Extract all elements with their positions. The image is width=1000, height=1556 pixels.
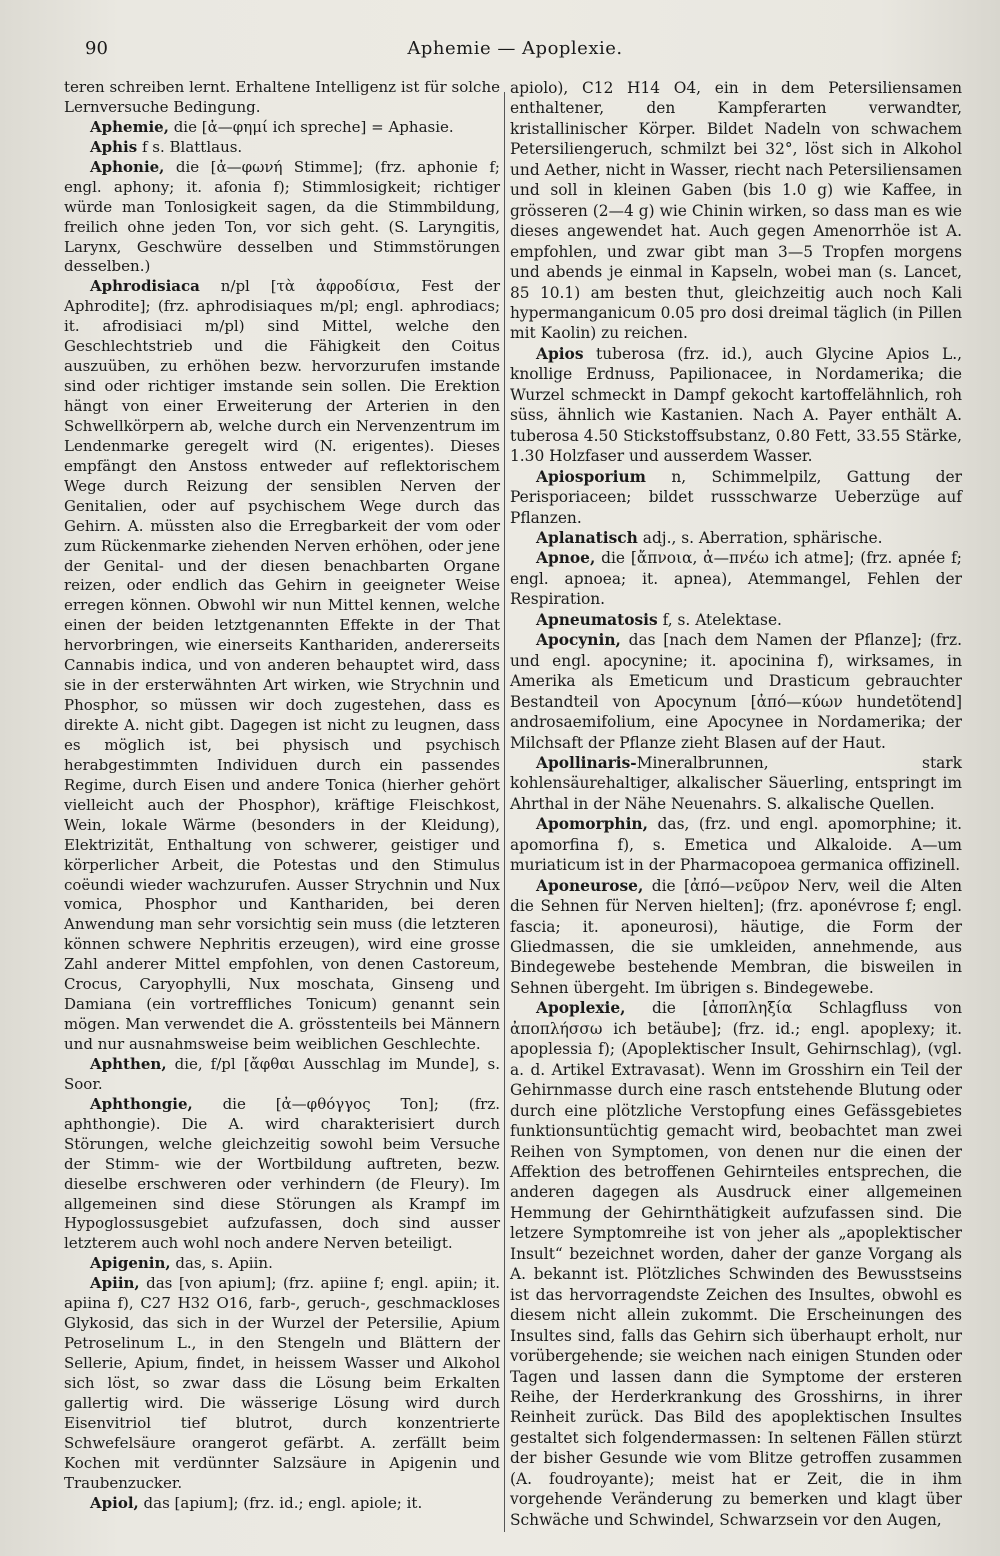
dictionary-entry [64,1274,500,1493]
entry-text: das, s. Apiin. [170,1254,273,1273]
continued-text [510,78,962,344]
dictionary-entry [510,528,962,548]
entry-text: die [ἄπνοια, ἀ—πνέω ich atme]; (frz. apnée f; engl. apnoea; it. apnea), Atemmangel, Fehlen der Respiration. [510,549,962,609]
entry-headword: Apiol, [90,1493,139,1512]
entry-text: die [ἀ—φθόγγος Ton]; (frz. aphthongie). Die A. wird charakterisiert durch Störungen, welche gleichzeitig sowohl beim Versuche der Stimm- wie der Wortbildung auftreten, bezw. dieselbe erschweren oder verhindern (de Fleury). Im allgemeinen sind diese Störungen als Krampf im Hypoglossusgebiet aufzufassen, doch sind ausser letzterem auch wohl noch andere Nerven beteiligt. [64,1094,500,1253]
dictionary-entry [510,998,962,1530]
entry-headword: Apigenin, [90,1254,171,1273]
page-header [85,38,945,68]
entry-text: die, f/pl [ἄφθαι Ausschlag im Munde], s. Soor. [64,1054,500,1093]
dictionary-entry [510,467,962,528]
entry-text: f, s. Atelektase. [657,610,782,629]
entry-headword: Apiin, [90,1274,140,1293]
dictionary-entry [64,118,500,138]
running-title: Aphemie — Apoplexie. [407,38,623,59]
dictionary-entry [64,138,500,158]
entry-headword: Aphthongie, [90,1094,193,1113]
dictionary-entry [510,548,962,609]
entry-headword: Apnoe, [536,549,596,568]
entry-text: das [nach dem Namen der Pflanze]; (frz. und engl. apocynine; it. apocinina f), wirksames, in Amerika als Emeticum und Drasticum gebrauchter Bestandteil von Apocynum [ἀπό—κύων hundetötend] androsaemifolium, eine Apocynee in Nordamerika; der Milchsaft der Pflanze zieht Blasen auf der Haut. [510,631,962,752]
entry-text: das [apium]; (frz. id.; engl. apiole; it. [138,1493,423,1512]
dictionary-entry [510,876,962,999]
dictionary-entry [64,1494,500,1514]
dictionary-entry [510,814,962,875]
entry-headword: Aphis [90,137,138,156]
entry-text: das, (frz. und engl. apomorphine; it. apomorfina f), s. Emetica und Alkaloide. A—um muriaticum ist in der Pharmacopoea germanica offizinell. [510,815,962,875]
entry-headword: Apomorphin, [536,815,648,834]
page-number: 90 [85,38,108,59]
entry-text: tuberosa (frz. id.), auch Glycine Apios L., knollige Erdnuss, Papilionacee, in Nordamerika; die Wurzel schmeckt in Dampf gekocht kartoffelähnlich, roh süss, ähnlich wie Kastanien. Nach A. Payer enthält A. tuberosa 4.50 Stickstoffsubstanz, 0.80 Fett, 33.55 Stärke, 1.30 Holzfaser und ausserdem Wasser. [510,344,962,466]
entry-text: f s. Blattlaus. [137,137,243,156]
entry-text: die [ἀ—φημί ich spreche] = Aphasie. [168,117,454,136]
entry-headword: Aphonie, [90,157,165,176]
entry-headword: Aphthen, [90,1054,167,1073]
dictionary-entry [64,158,500,278]
left-column [64,78,500,1514]
dictionary-entry [510,630,962,753]
entry-text: teren schreiben lernt. Erhaltene Intelligenz ist für solche Lernversuche Bedingung. [64,78,500,116]
entry-text: n/pl [τὰ ἀφροδίσια, Fest der Aphrodite]; (frz. aphrodisiaques m/pl; engl. aphrodiacs; it. afrodisiaci m/pl) sind Mittel, welche den Geschlechtstrieb und die Fähigkeit den Coitus auszuüben, zu erhöhen bezw. hervorzurufen imstande sind oder richtiger imstande sein sollen. Die Erektion hängt von einer Erweiterung der Arterien in den Schwellkörpern ab, welche durch ein Nervenzentrum im Lendenmarke geregelt wird (N. erigentes). Dieses empfängt den Anstoss entweder auf reflektorischem Wege durch Reizung der sensiblen Nerven der Genitalien, oder auf psychischem Wege durch das Gehirn. A. müssten also die Erregbarkeit der vom oder zum Rückenmarke ziehenden Nerven erhöhen, oder jene der Genital- und der diesen benachbarten Organe reizen, oder endlich das Gehirn in geeigneter Weise erregen können. Obwohl wir nun Mittel kennen, welche einen der beiden letztgenannten Effekte in der That hervorbringen, wie einerseits Kanthariden, andererseits Cannabis indica, und von anderen behauptet wird, dass sie in der ersterwähnten Art wirken, wie Strychnin und Phosphor, so müssen wir doch zugestehen, dass es direkte A. nicht gibt. Dagegen ist nicht zu leugnen, dass es möglich ist, bei physisch und psychisch herabgestimmten Individuen durch ein passendes Regime, durch Eisen und andere Tonica (hierher gehört vielleicht auch der Phosphor), kräftige Fleischkost, Wein, lokale Wärme (besonders in der Kleidung), Elektrizität, Enthaltung von schwerer, geistiger und körperlicher Arbeit, die Potestas und den Stimulus coëundi wieder wachzurufen. Ausser Strychnin und Nux vomica, Phosphor und Kanthariden, bei deren Anwendung man sehr vorsichtig sein muss (die letzteren können schwere Nephritis erzeugen), wird eine grosse Zahl anderer Mittel empfohlen, von denen Castoreum, Crocus, Caryophylli, Nux moschata, Ginseng und Damiana (ein vortreffliches Tonicum) genannt sein mögen. Man verwendet die A. grösstenteils bei Männern und nur ausnahmsweise beim weiblichen Geschlechte. [64,277,500,1053]
entry-headword: Aplanatisch [536,528,638,547]
entry-headword: Aponeurose, [536,876,644,895]
entry-text: adj., s. Aberration, sphärische. [637,528,883,547]
entry-text: Mineralbrunnen, stark kohlensäurehaltiger, alkalischer Säuerling, entspringt im Ahrthal in der Nähe Neuenahrs. S. alkalische Quellen. [510,753,962,813]
right-column [510,78,962,1530]
dictionary-entry [510,344,962,467]
entry-text: das [von apium]; (frz. apiine f; engl. apiin; it. apiina f), C27 H32 O16, farb-, geruch-, geschmackloses Glykosid, das sich in der Wurzel der Petersilie, Apium Petroselinum L., in den Stengeln und Blättern der Sellerie, Apium, findet, in heissem Wasser und Alkohol sich löst, so zwar dass die Lösung beim Erkalten gallertig wird. Die wässerige Lösung wird durch Eisenvitriol tief blutrot, durch konzentrierte Schwefelsäure orangerot gefärbt. A. zerfällt beim Kochen mit verdünnter Salzsäure in Apigenin und Traubenzucker. [64,1274,500,1492]
entry-text: apiolo), C12 H14 O4, ein in dem Petersiliensamen enthaltener, den Kampferarten verwandter, kristallinischer Körper. Bildet Nadeln von schwachem Petersiliengeruch, schmilzt bei 32°, löst sich in Alkohol und Aether, nicht in Wasser, riecht nach Petersiliensamen und soll in kleinen Gaben (bis 1.0 g) wie Kaffee, in grösseren (2—4 g) wie Chinin wirken, so dass man es wie dieses angewendet hat. Auch gegen Amenorrhöe ist A. empfohlen, und zwar gibt man 3—5 Tropfen morgens und abends je einmal in Kapseln, wobei man (s. Lancet, 85 10.1) am besten thut, gleichzeitig auch noch Kali hypermanganicum 0.05 pro dosi dreimal täglich (in Pillen mit Kaolin) zu reichen. [510,79,962,343]
entry-text: die [ἀποπληξία Schlagfluss von ἀποπλήσσω ich betäube]; (frz. id.; engl. apoplexy; it. apoplessia f); (Apoplektischer Insult, Gehirnschlag), (vgl. a. d. Artikel Extravasat). Wenn im Grosshirn ein Teil der Gehirnmasse durch eine rasch entstehende Blutung oder durch eine plötzliche Verstopfung eines Gefässgebietes funktionsuntüchtig gemacht wird, beobachtet man zwei Reihen von Symptomen, von denen nur die einen der Affektion des betroffenen Gehirnteiles entsprechen, die anderen dagegen als Ausdruck einer allgemeinen Hemmung der Gehirnthätigkeit aufzufassen sind. Die letzere Symptomreihe ist von jeher als „apoplektischer Insult“ bezeichnet worden, daher der ganze Vorgang als A. bekannt ist. Plötzliches Schwinden des Bewusstseins ist das hervorragendste Zeichen des Insultes, obwohl es diesem nicht allein zukommt. Die Erscheinungen des Insultes sind, falls das Gehirn sich überhaupt erholt, nur vorübergehende; sie weichen nach einigen Stunden oder Tagen und lassen dann die Symptome der ersteren Reihe, der Herderkrankung des Grosshirns, in ihrer Reinheit zurück. Das Bild des apoplektischen Insultes gestaltet sich folgendermassen: In seltenen Fällen stürzt der bisher Gesunde wie vom Blitze getroffen zusammen (A. foudroyante); meist hat er Zeit, die in ihm vorgehende Veränderung zu bemerken und klagt über Schwäche und Schwindel, Schwarzsein vor den Augen, [510,999,962,1529]
entry-headword: Apoplexie, [536,999,626,1018]
entry-headword: Apocynin, [536,631,621,650]
entry-headword: Apios [536,344,584,363]
entry-text: die [ἀπό—νεῦρον Nerv, weil die Alten die Sehnen für Nerven hielten]; (frz. aponévrose f; engl. fascia; it. aponeurosi), häutige, die Form der Gliedmassen, die sie umkleiden, annehmende, aus Bindegewebe bestehende Membran, die bisweilen in Sehnen übergeht. Im übrigen s. Bindegewebe. [510,876,962,997]
entry-headword: Apollinaris- [536,753,637,772]
entry-text: n, Schimmelpilz, Gattung der Perisporiaceen; bildet russschwarze Ueberzüge auf Pflanzen. [510,467,962,527]
dictionary-entry [64,1095,500,1255]
dictionary-entry [510,753,962,814]
dictionary-entry [64,1254,500,1274]
entry-headword: Apneumatosis [536,610,658,629]
dictionary-entry [64,1055,500,1095]
entry-text: die [ἀ—φωνή Stimme]; (frz. aphonie f; engl. aphony; it. afonia f); Stimmlosigkeit; richtiger würde man Tonlosigkeit sagen, da die Stimmbildung, freilich ohne jeden Ton, vor sich geht. (S. Laryngitis, Larynx, Geschwüre desselben und Stimmstörungen desselben.) [64,157,500,276]
entry-headword: Aphrodisiaca [90,277,200,296]
column-rule [504,92,505,1532]
entry-headword: Apiosporium [536,467,646,486]
dictionary-entry [64,277,500,1055]
entry-headword: Aphemie, [90,117,169,136]
dictionary-entry [510,610,962,630]
continued-text [64,78,500,118]
